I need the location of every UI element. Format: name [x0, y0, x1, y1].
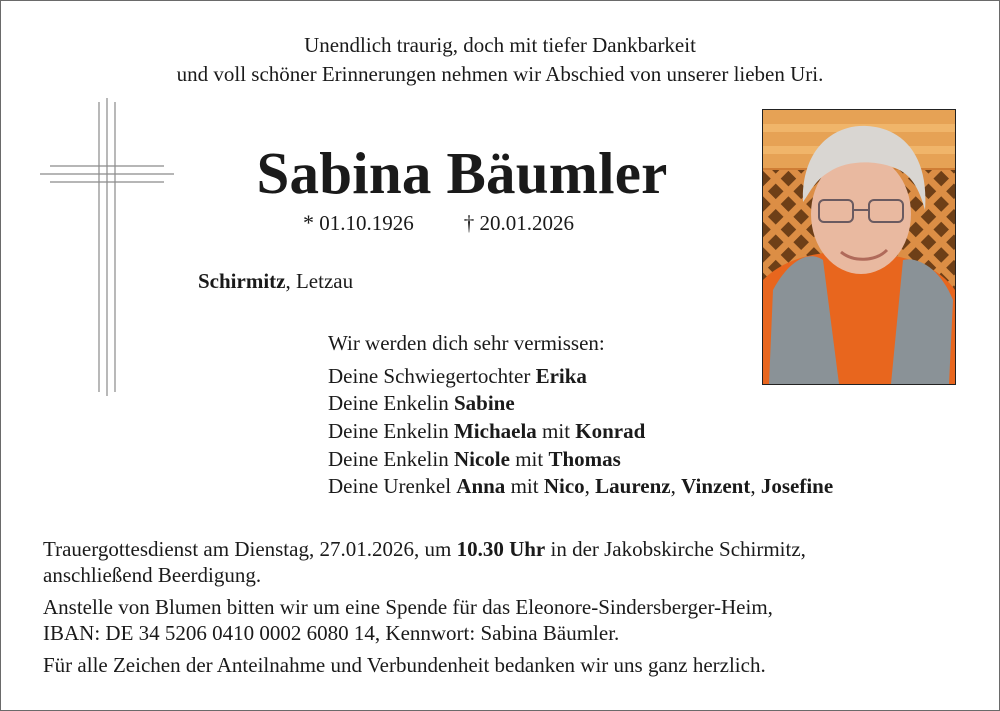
family-row: [328, 390, 833, 418]
connector-text: ,: [670, 474, 682, 499]
relative-name: Sabine: [453, 391, 515, 416]
relation-label: Deine Enkelin: [328, 446, 454, 471]
thanks-paragraph: Für alle Zeichen der Anteilnahme und Verbundenheit bedanken wir uns ganz herzlich.: [43, 653, 766, 677]
intro-line-2: und voll schöner Erinnerungen nehmen wir Abschied von unserer lieben Uri.: [176, 62, 824, 86]
relative-name: Nicole: [453, 446, 510, 471]
relation-label: Deine Enkelin: [328, 419, 454, 444]
service-info: [43, 536, 973, 684]
donation-text: Anstelle von Blumen bitten wir um eine Spende für das Eleonore-Sindersberger-Heim,: [43, 595, 773, 619]
service-text: Trauergottesdienst am Dienstag, 27.01.2026, um: [43, 537, 457, 561]
funeral-service-paragraph: [43, 536, 973, 588]
connector-text: mit: [509, 446, 549, 471]
intro-text: [0, 31, 1000, 89]
family-lead: Wir werden dich sehr vermissen:: [328, 331, 605, 355]
relative-name: Vinzent: [681, 474, 751, 499]
cross-icon: [40, 98, 174, 396]
deceased-name: Sabina Bäumler: [256, 140, 668, 206]
place-rest: , Letzau: [285, 269, 354, 293]
relative-name: Erika: [535, 363, 587, 388]
service-time: 10.30 Uhr: [456, 537, 546, 561]
intro-line-1: Unendlich traurig, doch mit tiefer Dankbarkeit: [304, 33, 696, 57]
relative-name: Josefine: [760, 474, 834, 499]
connector-text: ,: [750, 474, 761, 499]
family-row: [328, 473, 833, 501]
death-symbol: †: [463, 211, 475, 235]
relative-name: Anna: [456, 474, 506, 499]
service-text: in der Jakobskirche Schirmitz,: [545, 537, 806, 561]
family-list: [328, 330, 833, 501]
relative-name: Konrad: [575, 419, 646, 444]
place-line: [198, 268, 353, 294]
portrait-photo: [762, 109, 956, 385]
birth-symbol: *: [303, 210, 314, 235]
relative-name: Laurenz: [595, 474, 671, 499]
connector-text: mit: [536, 419, 576, 444]
family-row: [328, 446, 833, 474]
connector-text: mit: [505, 474, 544, 499]
donation-paragraph: [43, 594, 973, 646]
service-text: anschließend Beerdigung.: [43, 563, 262, 587]
life-dates: [303, 210, 574, 236]
family-row: [328, 363, 833, 391]
relation-label: Deine Schwiegertochter: [328, 363, 536, 388]
place-main: Schirmitz: [198, 269, 286, 293]
death-date: 20.01.2026: [479, 211, 574, 235]
relative-name: Thomas: [548, 446, 621, 471]
birth-date: 01.10.1926: [319, 211, 414, 235]
relation-label: Deine Urenkel: [328, 474, 457, 499]
relation-label: Deine Enkelin: [328, 391, 454, 416]
connector-text: ,: [584, 474, 596, 499]
relative-name: Michaela: [453, 419, 537, 444]
relative-name: Nico: [543, 474, 585, 499]
family-row: [328, 418, 833, 446]
iban-text: IBAN: DE 34 5206 0410 0002 6080 14, Kennwort: Sabina Bäumler.: [43, 621, 620, 645]
